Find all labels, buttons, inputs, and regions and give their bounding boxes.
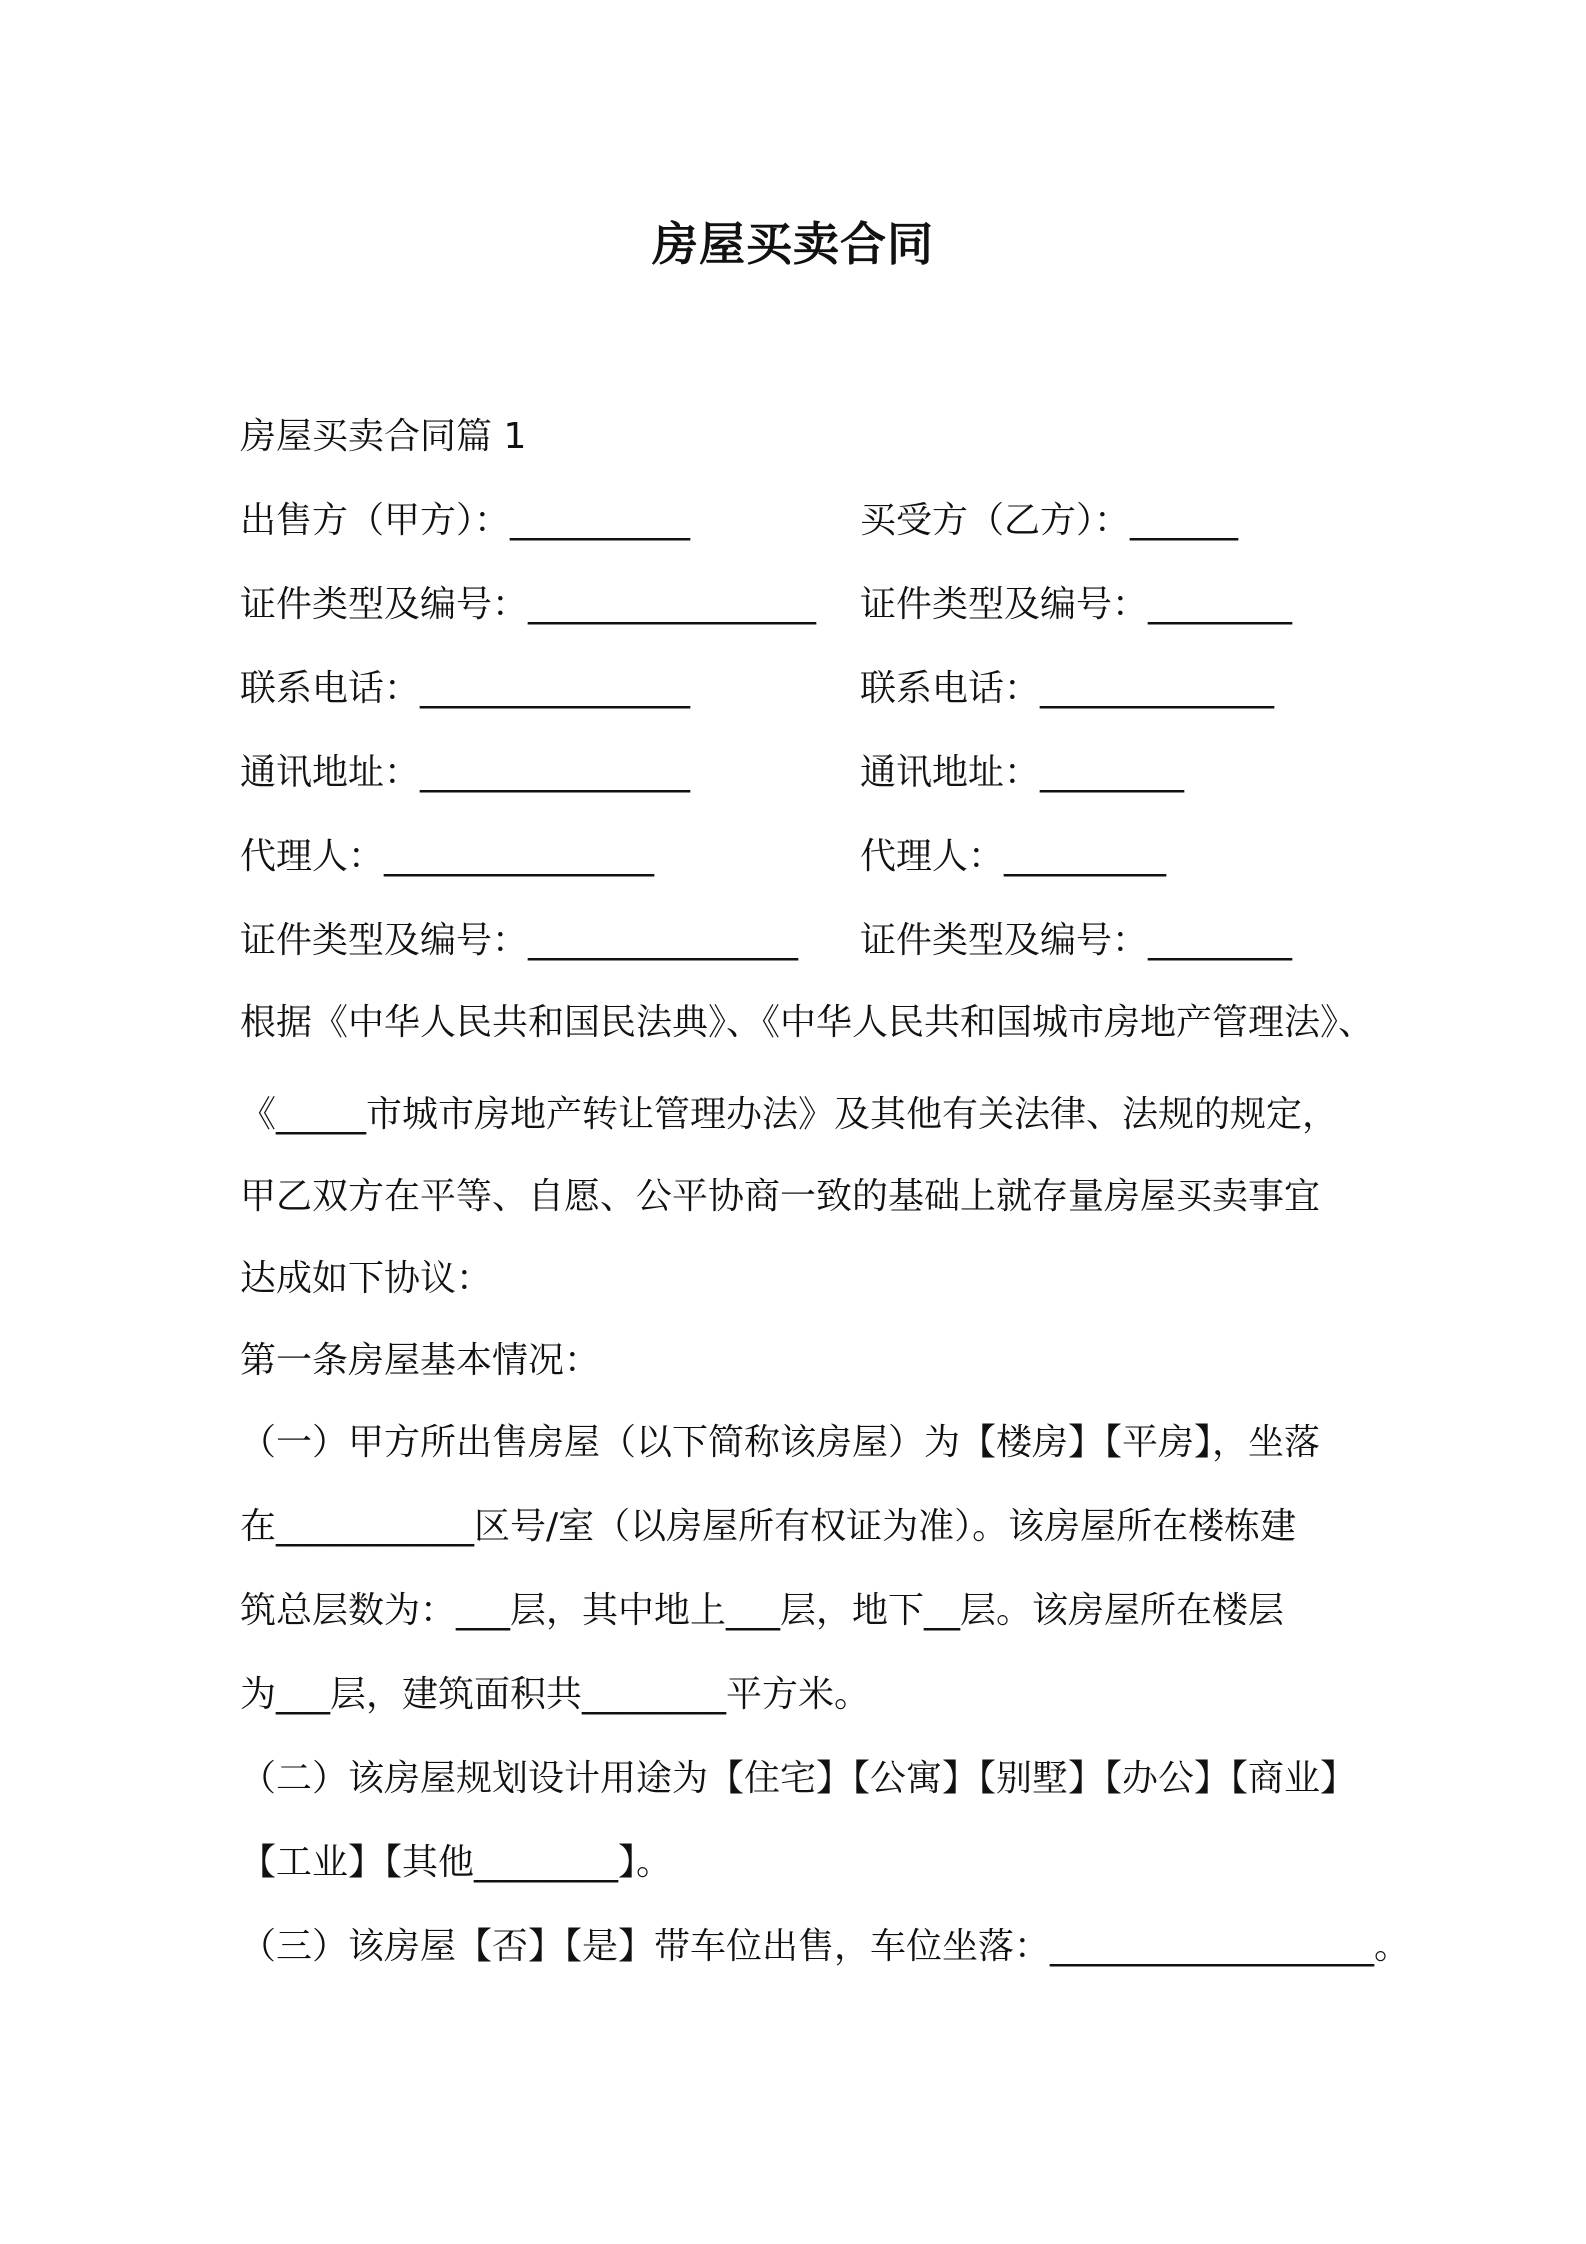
buyer-phone-field: 联系电话：_____________ — [860, 668, 1275, 709]
buyer-id-field: 证件类型及编号：________ — [860, 584, 1293, 625]
seller-agent-id-field: 证件类型及编号：_______________ — [240, 920, 799, 961]
body-line: 为___层，建筑面积共________平方米。 — [240, 1674, 871, 1715]
body-line: （一）甲方所出售房屋（以下简称该房屋）为【楼房】【平房】，坐落 — [240, 1422, 1321, 1463]
buyer-agent-id-field: 证件类型及编号：________ — [860, 920, 1293, 961]
section-heading: 房屋买卖合同篇 1 — [240, 416, 527, 457]
document-title: 房屋买卖合同 — [652, 217, 934, 271]
body-line: 《_____市城市房地产转让管理办法》及其他有关法律、法规的规定， — [240, 1094, 1339, 1135]
body-line: 【工业】【其他________】。 — [240, 1842, 673, 1883]
body-line: 在___________区号/室（以房屋所有权证为准）。该房屋所在楼栋建 — [240, 1506, 1297, 1547]
body-line: （二）该房屋规划设计用途为【住宅】【公寓】【别墅】【办公】【商业】 — [240, 1758, 1357, 1799]
seller-field: 出售方（甲方）：__________ — [240, 500, 691, 541]
body-line: （三）该房屋【否】【是】带车位出售，车位坐落：__________________。 — [240, 1926, 1411, 1967]
body-line: 达成如下协议： — [240, 1258, 493, 1299]
seller-agent-field: 代理人：_______________ — [240, 836, 655, 877]
seller-phone-field: 联系电话：_______________ — [240, 668, 691, 709]
body-line: 甲乙双方在平等、自愿、公平协商一致的基础上就存量房屋买卖事宜 — [240, 1176, 1321, 1217]
buyer-agent-field: 代理人：_________ — [860, 836, 1167, 877]
body-line: 筑总层数为：___层，其中地上___层，地下__层。该房屋所在楼层 — [240, 1590, 1285, 1631]
seller-address-field: 通讯地址：_______________ — [240, 752, 691, 793]
article-heading: 第一条房屋基本情况： — [240, 1340, 601, 1381]
body-line: 根据《中华人民共和国民法典》、《中华人民共和国城市房地产管理法》、 — [240, 1002, 1375, 1043]
buyer-field: 买受方（乙方）：______ — [860, 500, 1239, 541]
buyer-address-field: 通讯地址：________ — [860, 752, 1185, 793]
seller-id-field: 证件类型及编号：________________ — [240, 584, 817, 625]
